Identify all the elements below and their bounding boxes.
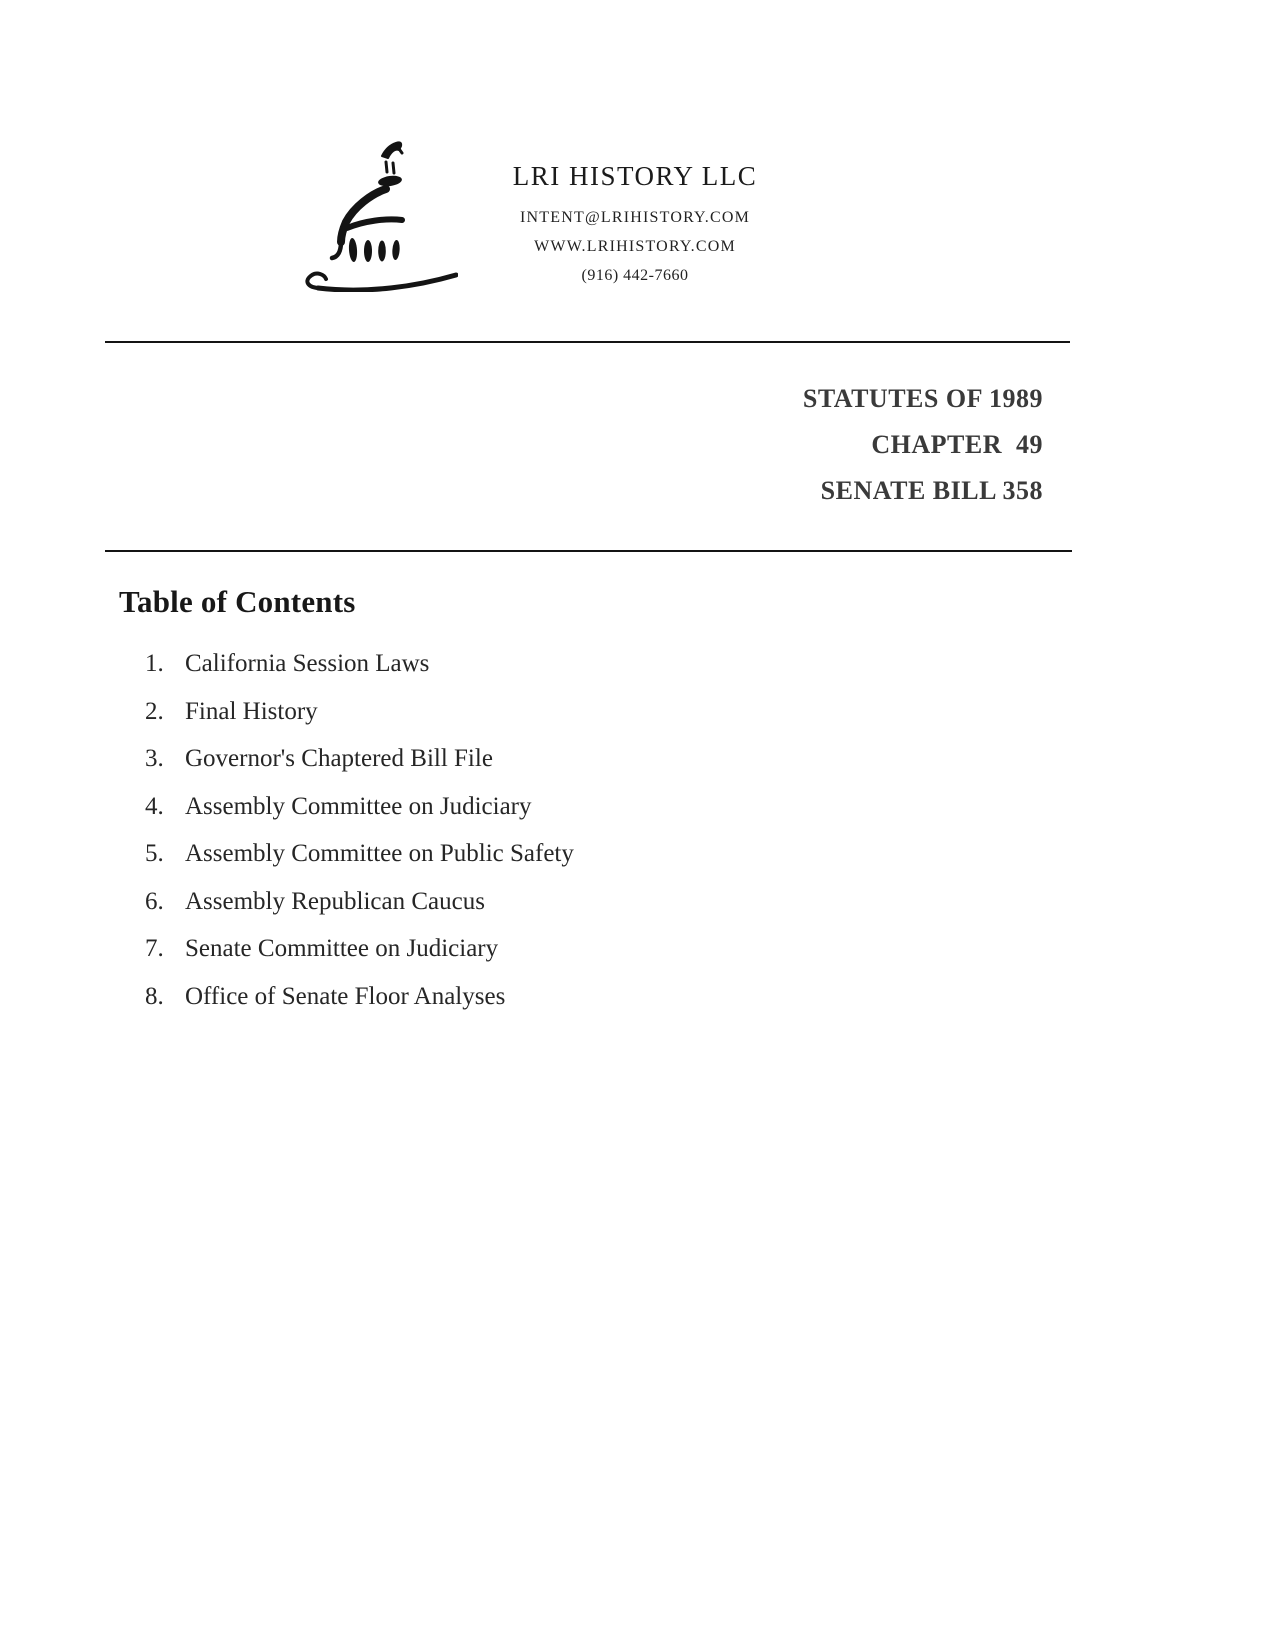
toc-item-label: Assembly Committee on Public Safety: [185, 840, 574, 867]
toc-item-number: 3.: [145, 745, 164, 772]
toc-item-label: Assembly Republican Caucus: [185, 887, 485, 915]
statutes-title-block: [543, 376, 1043, 514]
toc-item-label: Assembly Committee on Judiciary: [185, 792, 532, 820]
toc-item-number: 2.: [145, 697, 164, 725]
company-phone: (916) 442-7660: [581, 267, 689, 284]
statutes-line-1: STATUTES OF 1989: [802, 384, 1043, 413]
toc-item-label: Governor's Chaptered Bill File: [185, 745, 493, 772]
statutes-line-2: CHAPTER 49: [871, 430, 1043, 459]
toc-list: [145, 640, 845, 1020]
capitol-dome-logo-icon: [298, 132, 458, 292]
toc-item: [145, 735, 845, 783]
toc-item: [145, 973, 845, 1021]
toc-item-number: 7.: [145, 935, 164, 962]
toc-item: [145, 925, 845, 973]
toc-item-number: 6.: [145, 887, 164, 915]
toc-item-label: Final History: [185, 697, 318, 725]
toc-item-number: 8.: [145, 982, 164, 1010]
statutes-line-3: SENATE BILL 358: [820, 476, 1043, 505]
toc-item-number: 1.: [145, 650, 164, 677]
divider-top: [105, 341, 1070, 343]
toc-heading: Table of Contents: [119, 584, 356, 619]
toc-item-label: Senate Committee on Judiciary: [185, 935, 499, 962]
letterhead: [450, 160, 820, 290]
toc-item-label: California Session Laws: [185, 650, 430, 677]
toc-item: [145, 688, 845, 736]
toc-item-number: 4.: [145, 792, 164, 820]
company-email: INTENT@LRIHISTORY.COM: [519, 209, 751, 226]
toc-item: [145, 783, 845, 831]
toc-item: [145, 830, 845, 878]
toc-item: [145, 878, 845, 926]
company-name: LRI HISTORY LLC: [512, 161, 758, 191]
company-website: WWW.LRIHISTORY.COM: [534, 238, 736, 255]
divider-middle: [105, 550, 1072, 552]
toc-item-number: 5.: [145, 840, 164, 867]
toc-item-label: Office of Senate Floor Analyses: [185, 982, 506, 1010]
toc-item: [145, 640, 845, 688]
